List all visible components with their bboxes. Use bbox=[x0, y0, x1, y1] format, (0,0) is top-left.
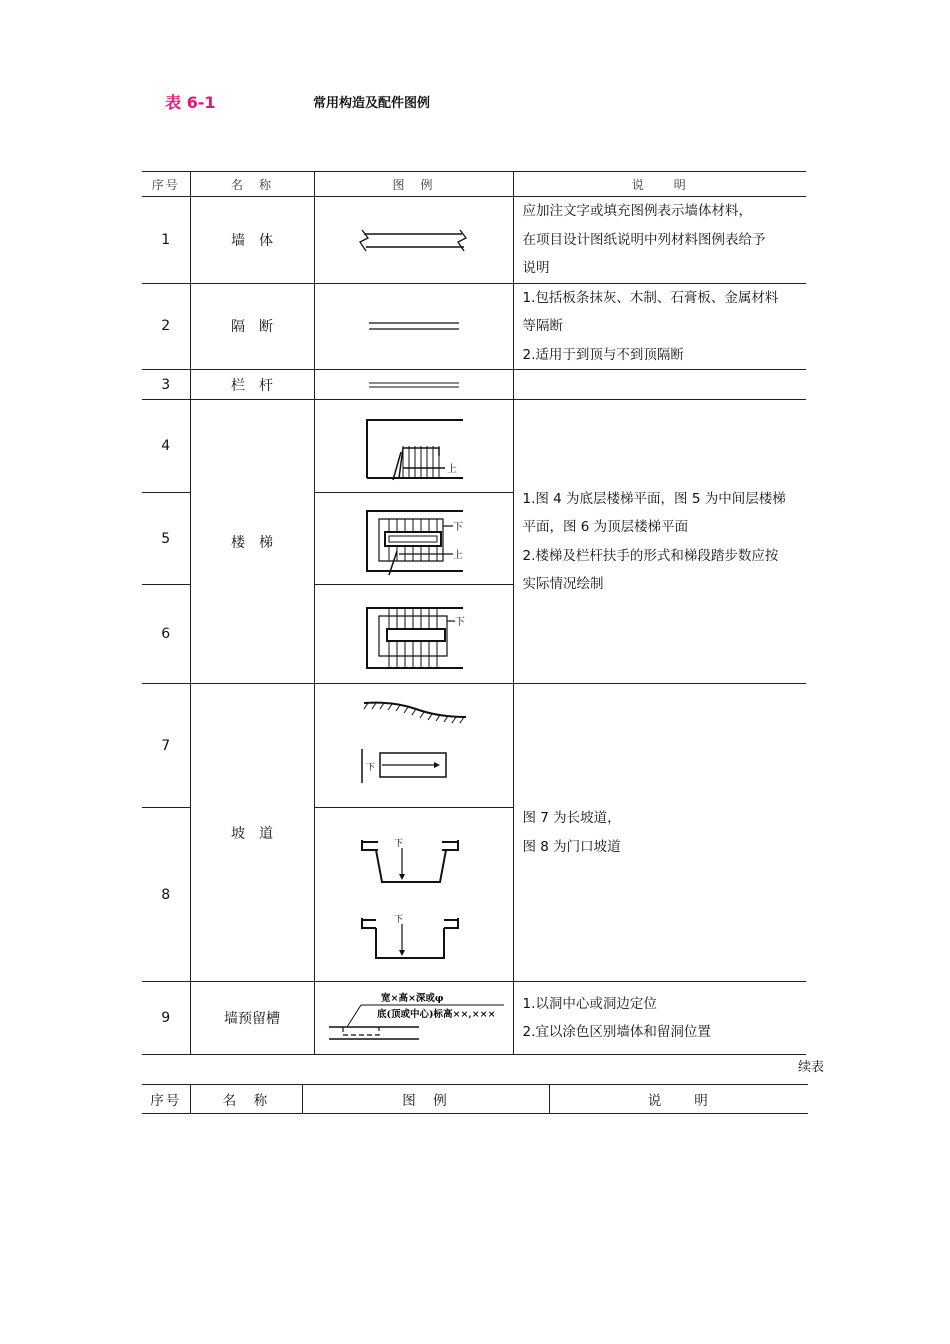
ramp-long-figure bbox=[314, 684, 513, 808]
legend-table bbox=[142, 171, 806, 1055]
railing-figure bbox=[314, 370, 513, 400]
row-name: 楼 梯 bbox=[190, 400, 314, 684]
table-row bbox=[142, 982, 806, 1055]
header-description: 说 明 bbox=[513, 172, 806, 197]
table-row bbox=[142, 370, 806, 400]
up-label: 上 bbox=[452, 549, 463, 561]
row-description: 图 7 为长坡道， 图 8 为门口坡道 bbox=[513, 684, 806, 982]
row-no: 5 bbox=[142, 493, 190, 585]
wall-symbol-icon bbox=[354, 220, 474, 260]
table-caption bbox=[165, 90, 431, 113]
partition-figure bbox=[314, 283, 513, 370]
row-name: 墙 体 bbox=[190, 197, 314, 284]
ramp-long-icon bbox=[354, 691, 474, 801]
wall-groove-icon bbox=[319, 987, 509, 1049]
row-no: 2 bbox=[142, 283, 190, 370]
ramp-door-figure bbox=[314, 808, 513, 982]
stair-middle-floor-icon bbox=[359, 499, 469, 579]
continuation-label: 续表 bbox=[797, 1060, 824, 1075]
up-label: 上 bbox=[446, 464, 457, 475]
row-name: 墙预留槽 bbox=[190, 982, 314, 1055]
header-name: 名 称 bbox=[190, 172, 314, 197]
row-description: 1.图 4 为底层楼梯平面，图 5 为中间层楼梯 平面，图 6 为顶层楼梯平面 2.楼梯及栏杆扶手的形式和梯段踏步数应按 实际情况绘制 bbox=[513, 400, 806, 684]
down-label: 下 bbox=[365, 762, 375, 773]
row-no: 7 bbox=[142, 684, 190, 808]
row-name: 隔 断 bbox=[190, 283, 314, 370]
ramp-door-icon bbox=[354, 820, 474, 970]
row-no: 6 bbox=[142, 585, 190, 684]
table-number: 表 6-1 bbox=[165, 93, 216, 112]
row-description: 1.包括板条抹灰、木制、石膏板、金属材料 等隔断 2.适用于到顶与不到顶隔断 bbox=[513, 283, 806, 370]
table-header-row bbox=[142, 172, 806, 197]
stair-top-figure bbox=[314, 585, 513, 684]
header-figure: 图 例 bbox=[314, 172, 513, 197]
wall-figure bbox=[314, 197, 513, 284]
row-description bbox=[513, 370, 806, 400]
continued-table bbox=[142, 1084, 808, 1114]
table-header-row bbox=[142, 1085, 808, 1114]
stair-ground-figure bbox=[314, 400, 513, 493]
partition-symbol-icon bbox=[364, 316, 464, 336]
row-description: 应加注文字或填充图例表示墙体材料， 在项目设计图纸说明中列材料图例表给予 说明 bbox=[513, 197, 806, 284]
down-label: 下 bbox=[454, 617, 465, 628]
down-label: 下 bbox=[452, 521, 463, 533]
header-no: 序号 bbox=[142, 172, 190, 197]
row-no: 8 bbox=[142, 808, 190, 982]
header-description: 说 明 bbox=[549, 1085, 808, 1114]
table-row bbox=[142, 197, 806, 284]
groove-size-label: 宽×高×深或φ bbox=[380, 993, 444, 1004]
table-row bbox=[142, 283, 806, 370]
down-label: 下 bbox=[393, 914, 403, 925]
row-name: 坡 道 bbox=[190, 684, 314, 982]
header-name: 名 称 bbox=[190, 1085, 302, 1114]
row-no: 1 bbox=[142, 197, 190, 284]
row-no: 4 bbox=[142, 400, 190, 493]
down-label: 下 bbox=[393, 838, 403, 849]
groove-elevation-label: 底(顶或中心)标高××,××× bbox=[376, 1009, 496, 1020]
row-no: 3 bbox=[142, 370, 190, 400]
table-row bbox=[142, 684, 806, 808]
header-figure: 图 例 bbox=[302, 1085, 549, 1114]
row-description: 1.以洞中心或洞边定位 2.宜以涂色区别墙体和留洞位置 bbox=[513, 982, 806, 1055]
railing-symbol-icon bbox=[364, 378, 464, 392]
table-row bbox=[142, 400, 806, 493]
header-no: 序号 bbox=[142, 1085, 190, 1114]
stair-ground-floor-icon bbox=[359, 408, 469, 484]
row-no: 9 bbox=[142, 982, 190, 1055]
stair-middle-figure bbox=[314, 493, 513, 585]
wall-groove-figure bbox=[314, 982, 513, 1055]
table-title: 常用构造及配件图例 bbox=[313, 96, 431, 111]
stair-top-floor-icon bbox=[359, 594, 469, 674]
row-name: 栏 杆 bbox=[190, 370, 314, 400]
